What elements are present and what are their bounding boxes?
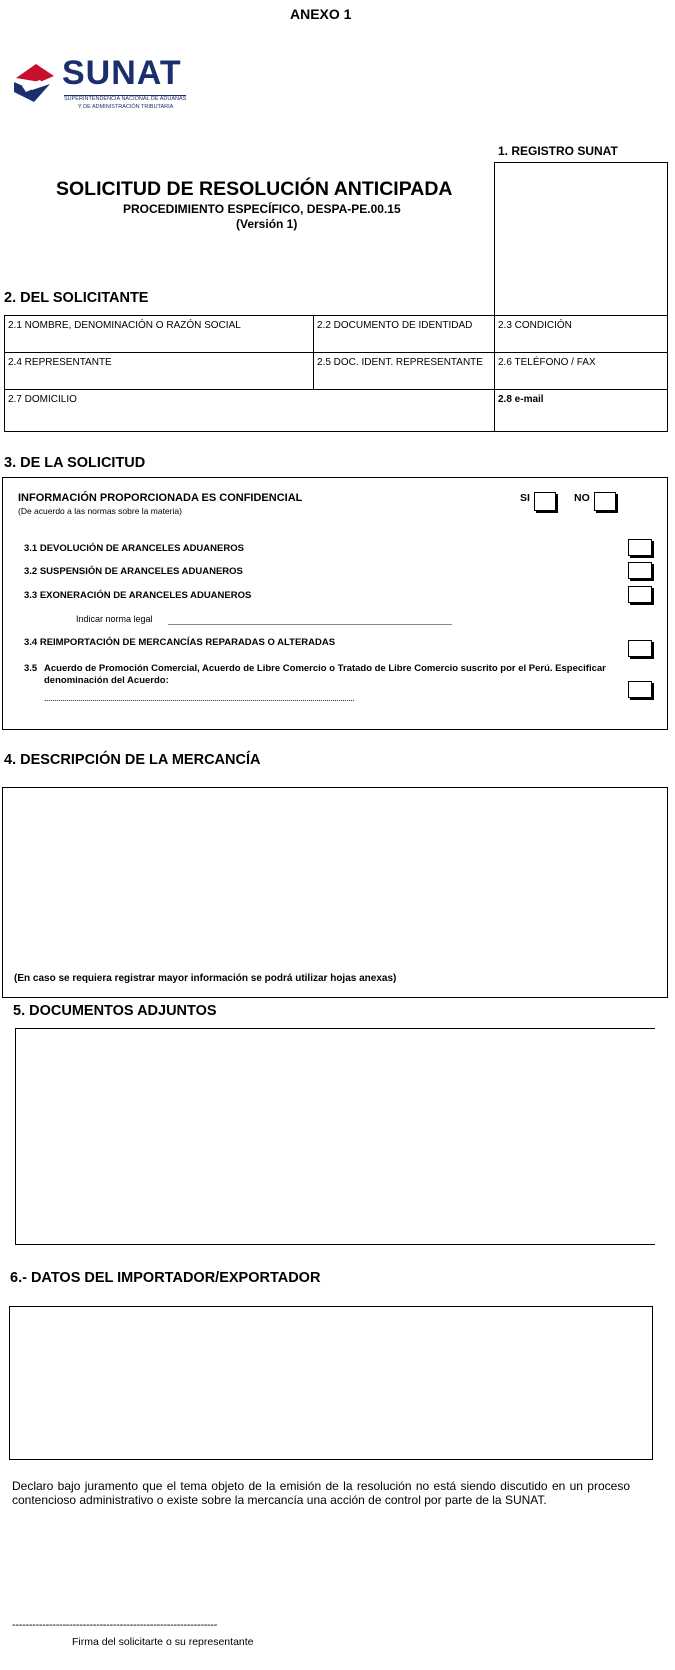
no-label: NO <box>574 492 590 504</box>
signature-label: Firma del solicitarte o su representante <box>72 1636 254 1648</box>
documentos-box[interactable] <box>15 1028 655 1245</box>
field-telefono[interactable] <box>494 352 668 390</box>
field-nombre-label: 2.1 NOMBRE, DENOMINACIÓN O RAZÓN SOCIAL <box>8 320 241 331</box>
logo-line-1: SUPERINTENDENCIA NACIONAL DE ADUANAS <box>64 96 187 102</box>
section-4-heading: 4. DESCRIPCIÓN DE LA MERCANCÍA <box>4 752 261 768</box>
item-3-2-checkbox[interactable] <box>628 562 652 579</box>
item-3-5-checkbox[interactable] <box>628 681 652 698</box>
section-6-heading: 6.- DATOS DEL IMPORTADOR/EXPORTADOR <box>10 1270 321 1286</box>
importador-box[interactable] <box>9 1306 653 1460</box>
field-condicion[interactable] <box>494 315 668 353</box>
field-representante-label: 2.4 REPRESENTANTE <box>8 357 112 368</box>
form-subtitle: PROCEDIMIENTO ESPECÍFICO, DESPA-PE.00.15 <box>123 202 401 216</box>
field-documento[interactable] <box>313 315 495 353</box>
mercancia-box[interactable] <box>2 787 668 998</box>
field-domicilio[interactable] <box>4 389 495 432</box>
item-3-3-label: 3.3 EXONERACIÓN DE ARANCELES ADUANEROS <box>24 590 252 601</box>
si-label: SI <box>520 492 530 504</box>
item-3-2-label: 3.2 SUSPENSIÓN DE ARANCELES ADUANEROS <box>24 566 243 577</box>
field-doc-representante-label: 2.5 DOC. IDENT. REPRESENTANTE <box>317 357 483 368</box>
item-3-5-number: 3.5 <box>24 663 38 674</box>
norma-legal-line[interactable] <box>168 624 452 625</box>
registro-label: 1. REGISTRO SUNAT <box>498 144 618 158</box>
signature-line[interactable]: ------------------------------------------------------------- <box>12 1619 218 1631</box>
field-domicilio-label: 2.7 DOMICILIO <box>8 394 77 405</box>
annex-title: ANEXO 1 <box>290 6 352 22</box>
form-title: SOLICITUD DE RESOLUCIÓN ANTICIPADA <box>56 178 453 200</box>
declaration-text: Declaro bajo juramento que el tema objeto de la emisión de la resolución no está siendo discutido en un proceso contencioso administrativo o existe sobre la mercancía una acción de control por parte de la SUNAT. <box>12 1479 630 1507</box>
item-3-3-checkbox[interactable] <box>628 586 652 603</box>
form-version: (Versión 1) <box>236 217 298 231</box>
sunat-emblem-icon <box>10 58 56 110</box>
item-3-5-text-2: denominación del Acuerdo: <box>44 675 169 686</box>
sunat-logo <box>10 54 210 118</box>
section-5-heading: 5. DOCUMENTOS ADJUNTOS <box>13 1003 217 1019</box>
item-3-4-label: 3.4 REIMPORTACIÓN DE MERCANCÍAS REPARADAS O ALTERADAS <box>24 637 336 648</box>
section-2-heading: 2. DEL SOLICITANTE <box>4 290 149 306</box>
item-3-1-label: 3.1 DEVOLUCIÓN DE ARANCELES ADUANEROS <box>24 543 244 554</box>
no-checkbox[interactable] <box>594 492 616 511</box>
si-checkbox[interactable] <box>534 492 556 511</box>
confidential-note: (De acuerdo a las normas sobre la materia) <box>18 506 182 516</box>
field-email[interactable] <box>494 389 668 432</box>
item-3-1-checkbox[interactable] <box>628 539 652 556</box>
field-documento-label: 2.2 DOCUMENTO DE IDENTIDAD <box>317 320 473 331</box>
logo-wordmark: SUNAT <box>62 54 182 92</box>
logo-line-2: Y DE ADMINISTRACIÓN TRIBUTARIA <box>78 104 174 110</box>
acuerdo-dotted-line[interactable]: ........................................................................................................................................................... <box>44 693 355 703</box>
field-email-label: 2.8 e-mail <box>498 394 544 405</box>
confidential-label: INFORMACIÓN PROPORCIONADA ES CONFIDENCIAL <box>18 492 303 504</box>
field-condicion-label: 2.3 CONDICIÓN <box>498 320 572 331</box>
norma-legal-label: Indicar norma legal <box>76 614 153 624</box>
field-doc-representante[interactable] <box>313 352 495 390</box>
item-3-5-text: Acuerdo de Promoción Comercial, Acuerdo de Libre Comercio o Tratado de Libre Comercio suscrito por el Perú. Especificar <box>44 663 606 674</box>
field-telefono-label: 2.6 TELÉFONO / FAX <box>498 357 596 368</box>
item-3-4-checkbox[interactable] <box>628 640 652 657</box>
field-representante[interactable] <box>4 352 314 390</box>
section-3-heading: 3. DE LA SOLICITUD <box>4 455 146 471</box>
field-nombre[interactable] <box>4 315 314 353</box>
registro-box[interactable] <box>494 162 668 316</box>
mercancia-note: (En caso se requiera registrar mayor información se podrá utilizar hojas anexas) <box>14 973 397 984</box>
